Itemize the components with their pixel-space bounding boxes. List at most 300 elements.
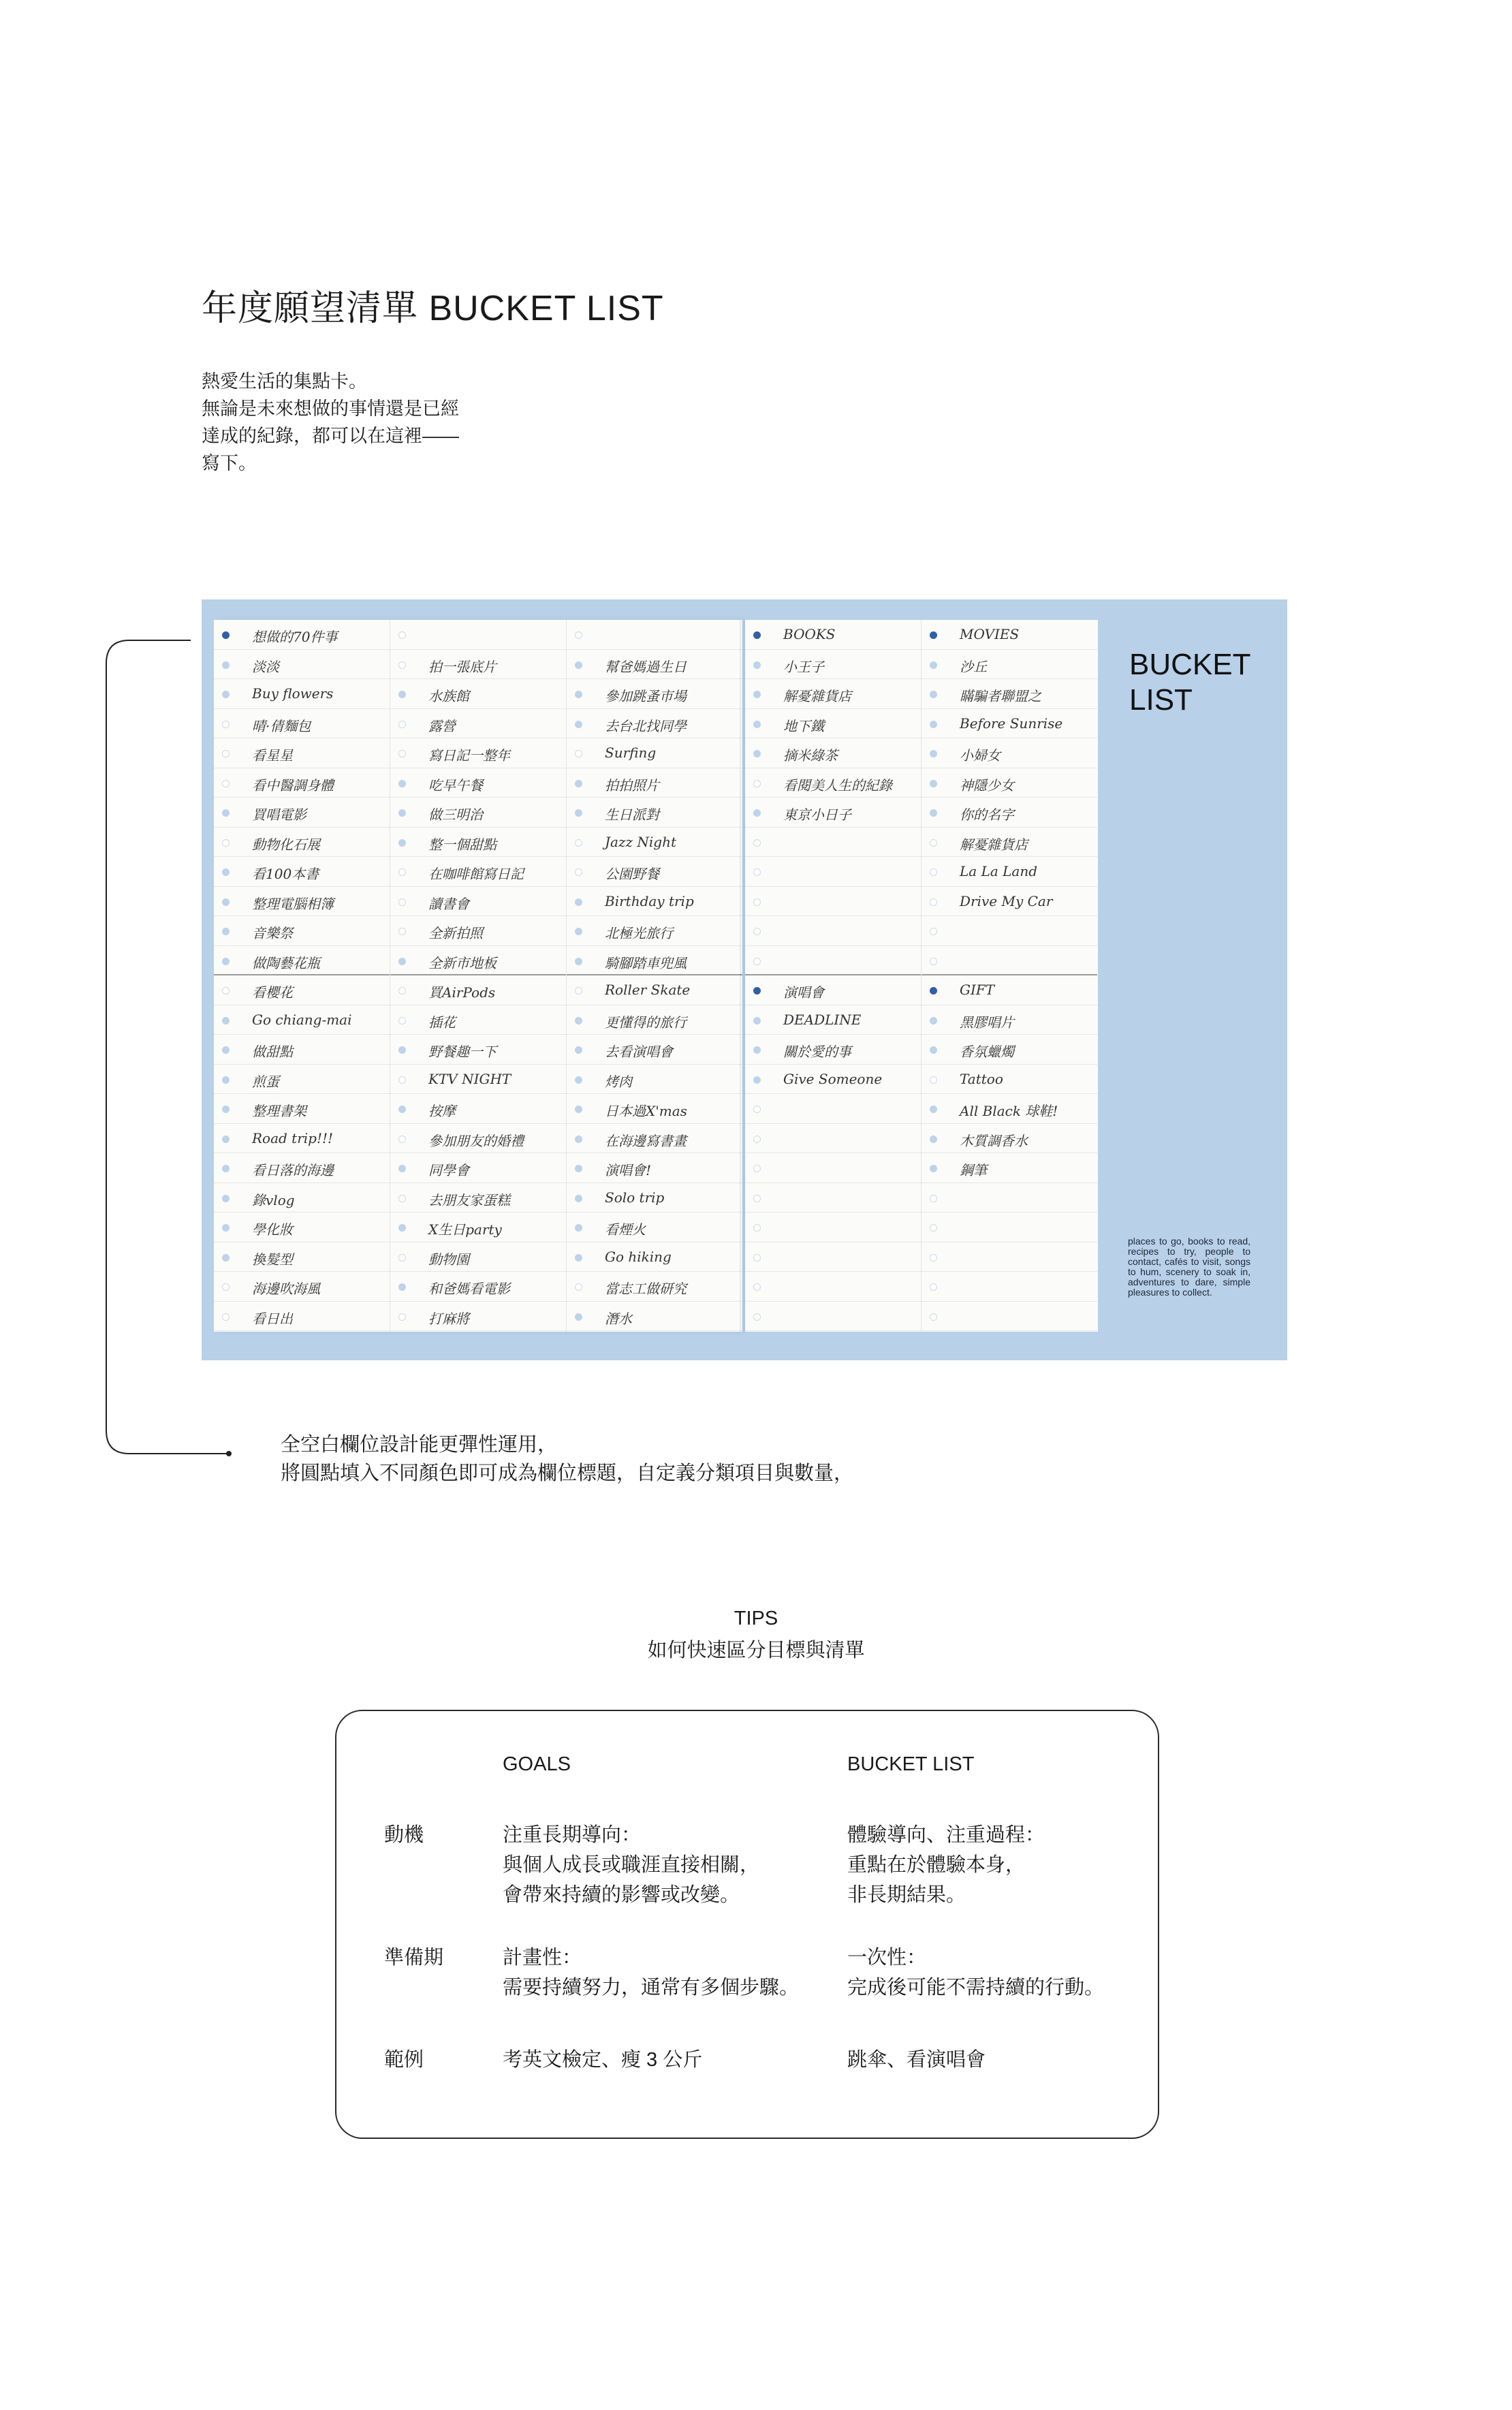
bullet-dot-icon: [753, 987, 761, 995]
bullet-dot-icon: [575, 691, 582, 698]
bullet-dot-icon: [930, 1076, 937, 1084]
list-entry: MOVIES: [960, 626, 1020, 642]
list-entry: 演唱會: [783, 984, 824, 1001]
list-entry: 香氛蠟燭: [960, 1044, 1014, 1060]
bullet-dot-icon: [398, 750, 406, 757]
list-row: [214, 828, 390, 858]
list-row: [567, 1153, 742, 1183]
bullet-dot-icon: [930, 987, 937, 995]
bullet-dot-icon: [575, 958, 582, 965]
list-entry: 當志工做研究: [605, 1281, 687, 1297]
bullet-dot-icon: [930, 868, 937, 876]
list-entry: 去看演唱會: [605, 1044, 673, 1060]
bullet-dot-icon: [575, 1046, 582, 1054]
callout-text: [281, 1430, 853, 1488]
bullet-dot-icon: [930, 958, 937, 965]
list-row: [214, 916, 390, 946]
list-entry: 小婦女: [960, 747, 1001, 764]
list-entry: 學化妝: [252, 1221, 293, 1238]
list-row: [390, 679, 566, 709]
bullet-dot-icon: [575, 1283, 582, 1291]
list-row: [745, 946, 921, 976]
bullet-dot-icon: [930, 750, 937, 757]
list-entry: 動物園: [428, 1251, 469, 1268]
bucket-preparation: [847, 1943, 1104, 2003]
callout-bracket: [102, 639, 232, 1456]
list-column: [567, 620, 742, 1332]
list-row: [390, 798, 566, 828]
list-row: [214, 679, 390, 709]
list-entry: 做陶藝花瓶: [252, 954, 320, 971]
list-row: [922, 916, 1097, 946]
list-row: [390, 768, 566, 798]
list-entry: 淡淡: [252, 658, 279, 675]
list-entry: 關於愛的事: [783, 1044, 851, 1060]
bullet-dot-icon: [930, 1283, 937, 1291]
list-entry: 錄vlog: [252, 1191, 295, 1208]
bullet-dot-icon: [753, 691, 761, 698]
list-entry: 整理電腦相簿: [252, 895, 334, 912]
list-entry: 插花: [428, 1014, 456, 1031]
bullet-dot-icon: [398, 809, 406, 817]
bullet-dot-icon: [575, 750, 582, 757]
list-row: [214, 946, 390, 976]
list-row: [745, 1272, 921, 1302]
list-row: [214, 857, 390, 887]
list-row: [745, 709, 921, 739]
list-row: [922, 1183, 1097, 1213]
list-row: [214, 620, 390, 650]
list-row: [567, 1065, 742, 1095]
list-row: [567, 887, 742, 917]
bullet-dot-icon: [930, 898, 937, 906]
list-entry: 北極光旅行: [605, 925, 673, 941]
list-row: [922, 887, 1097, 917]
list-row: [390, 946, 566, 976]
list-entry: La La Land: [960, 863, 1038, 879]
list-entry: 音樂祭: [252, 925, 293, 941]
list-row: [567, 679, 742, 709]
bullet-dot-icon: [930, 1313, 937, 1321]
list-row: [390, 738, 566, 768]
list-entry: 演唱會!: [605, 1162, 652, 1178]
list-column: [214, 620, 390, 1332]
bullet-dot-icon: [753, 1136, 761, 1143]
list-row: [214, 709, 390, 739]
bullet-dot-icon: [930, 1136, 937, 1143]
goals-column-header: GOALS: [503, 1753, 571, 1775]
list-entry: 讀書會: [428, 895, 469, 912]
spread-note: places to go, books to read, recipes to try, people to contact, cafés to visit, songs to hum, scenery to soak in, adventures to dare, simple pleasures to collect.: [1128, 1236, 1250, 1298]
list-row: [745, 975, 921, 1005]
list-row: [214, 1302, 390, 1332]
list-row: [922, 709, 1097, 739]
list-row: [745, 768, 921, 798]
bullet-dot-icon: [575, 839, 582, 847]
bullet-dot-icon: [575, 1313, 582, 1321]
list-row: [567, 1302, 742, 1332]
list-row: [390, 620, 566, 650]
list-entry: 拍拍照片: [605, 777, 659, 794]
tips-title: TIPS: [734, 1608, 778, 1629]
goals-preparation: [503, 1943, 799, 2003]
bucket-list-spread-image: [202, 599, 1287, 1360]
list-row: [745, 1005, 921, 1035]
bullet-dot-icon: [575, 1076, 582, 1084]
cell-line: 重點在於體驗本身，: [847, 1854, 1026, 1876]
spread-heading-line: BUCKET: [1129, 648, 1251, 681]
list-column: [390, 620, 567, 1332]
list-row: [214, 1212, 390, 1242]
list-entry: 動物化石展: [252, 836, 320, 853]
list-entry: 看櫻花: [252, 984, 293, 1001]
bullet-dot-icon: [575, 1195, 582, 1202]
list-row: [922, 1005, 1097, 1035]
list-row: [214, 1035, 390, 1065]
list-row: [567, 1124, 742, 1154]
bullet-dot-icon: [398, 1313, 406, 1321]
bullet-dot-icon: [398, 1254, 406, 1262]
bullet-dot-icon: [930, 691, 937, 698]
list-entry: 在咖啡館寫日記: [428, 866, 524, 882]
list-entry: 晴·倩麵包: [252, 717, 311, 734]
list-row: [745, 679, 921, 709]
bullet-dot-icon: [398, 958, 406, 965]
bullet-dot-icon: [930, 1224, 937, 1232]
row-label-motivation: 動機: [384, 1824, 424, 1846]
list-entry: 買AirPods: [428, 984, 496, 1001]
bullet-dot-icon: [398, 1195, 406, 1202]
bullet-dot-icon: [575, 631, 582, 639]
list-entry: 打麻將: [428, 1310, 469, 1327]
list-row: [390, 1153, 566, 1183]
list-row: [390, 916, 566, 946]
cell-line: 非長期結果。: [847, 1884, 966, 1906]
list-entry: Roller Skate: [605, 982, 691, 998]
cell-line: 完成後可能不需持續的行動。: [847, 1977, 1105, 1999]
list-row: [390, 887, 566, 917]
bullet-dot-icon: [753, 750, 761, 757]
list-row: [745, 1212, 921, 1242]
list-row: [922, 1153, 1097, 1183]
spread-heading-line: LIST: [1129, 683, 1193, 717]
list-entry: 吃早午餐: [428, 777, 483, 794]
bullet-dot-icon: [753, 1106, 761, 1113]
bullet-dot-icon: [753, 868, 761, 876]
bullet-dot-icon: [575, 1254, 582, 1262]
list-entry: Surfing: [605, 745, 657, 761]
cell-line: 會帶來持續的影響或改變。: [503, 1884, 740, 1906]
bullet-dot-icon: [398, 1283, 406, 1291]
list-column: [745, 620, 922, 1332]
bullet-dot-icon: [753, 1313, 761, 1321]
row-label-example: 範例: [384, 2049, 424, 2071]
bullet-dot-icon: [930, 1195, 937, 1202]
list-row: [567, 650, 742, 680]
bullet-dot-icon: [930, 928, 937, 935]
list-row: [214, 1094, 390, 1124]
list-entry: DEADLINE: [783, 1011, 862, 1028]
bullet-dot-icon: [398, 868, 406, 876]
bullet-dot-icon: [930, 631, 937, 639]
list-row: [745, 1035, 921, 1065]
bullet-dot-icon: [930, 1165, 937, 1172]
list-row: [390, 1272, 566, 1302]
list-entry: Jazz Night: [605, 833, 676, 850]
intro-text: [202, 368, 459, 477]
list-entry: 騎腳踏車兜風: [605, 954, 687, 971]
list-entry: 東京小日子: [783, 807, 851, 823]
bullet-dot-icon: [575, 1136, 582, 1143]
list-row: [214, 975, 390, 1005]
list-entry: 去朋友家蛋糕: [428, 1191, 510, 1208]
bucket-example: 跳傘、看演唱會: [847, 2049, 986, 2071]
list-row: [922, 946, 1097, 976]
list-row: [922, 1065, 1097, 1095]
list-row: [567, 1005, 742, 1035]
bullet-dot-icon: [753, 928, 761, 935]
bullet-dot-icon: [398, 780, 406, 787]
page-title: 年度願望清單 BUCKET LIST: [202, 289, 664, 328]
bullet-dot-icon: [753, 1076, 761, 1084]
list-row: [745, 887, 921, 917]
bullet-dot-icon: [930, 839, 937, 847]
list-entry: 做三明治: [428, 807, 483, 823]
list-row: [922, 857, 1097, 887]
list-row: [745, 1124, 921, 1154]
list-entry: X生日party: [428, 1221, 502, 1238]
list-row: [922, 679, 1097, 709]
list-row: [567, 620, 742, 650]
list-entry: GIFT: [960, 982, 995, 998]
list-entry: 沙丘: [960, 658, 987, 675]
list-entry: 按摩: [428, 1103, 456, 1119]
list-entry: 看閱美人生的紀錄: [783, 777, 892, 794]
list-row: [390, 1094, 566, 1124]
bullet-dot-icon: [753, 1195, 761, 1202]
list-entry: 參加朋友的婚禮: [428, 1132, 524, 1149]
list-row: [390, 857, 566, 887]
list-row: [567, 738, 742, 768]
list-entry: 潛水: [605, 1310, 632, 1327]
bullet-dot-icon: [398, 1017, 406, 1024]
bullet-dot-icon: [753, 721, 761, 728]
left-page: [214, 620, 742, 1332]
list-row: [922, 738, 1097, 768]
list-row: [922, 1035, 1097, 1065]
callout-line: 全空白欄位設計能更彈性運用，: [281, 1434, 558, 1456]
list-entry: 地下鐵: [783, 717, 824, 734]
bullet-dot-icon: [930, 1017, 937, 1024]
list-row: [390, 828, 566, 858]
goals-motivation: [503, 1820, 759, 1910]
list-row: [567, 1242, 742, 1272]
list-entry: 想做的70件事: [252, 629, 338, 645]
cell-line: 與個人成長或職涯直接相關，: [503, 1854, 760, 1876]
list-entry: KTV NIGHT: [428, 1070, 511, 1087]
list-row: [214, 1183, 390, 1213]
bullet-dot-icon: [575, 1165, 582, 1172]
cell-line: 體驗導向、注重過程：: [847, 1824, 1045, 1846]
list-row: [745, 798, 921, 828]
list-row: [567, 1272, 742, 1302]
bullet-dot-icon: [398, 1224, 406, 1232]
list-entry: 看日出: [252, 1310, 293, 1327]
bucket-motivation: [847, 1820, 1045, 1910]
list-entry: 更懂得的旅行: [605, 1014, 687, 1031]
list-entry: 全新市地板: [428, 954, 497, 971]
bullet-dot-icon: [753, 898, 761, 906]
bullet-dot-icon: [575, 780, 582, 787]
list-entry: 日本過X'mas: [605, 1103, 687, 1119]
list-row: [922, 798, 1097, 828]
bullet-dot-icon: [930, 661, 937, 669]
list-entry: 露營: [428, 717, 456, 734]
bullet-dot-icon: [753, 1254, 761, 1262]
list-row: [567, 709, 742, 739]
list-entry: 生日派對: [605, 807, 659, 823]
bullet-dot-icon: [575, 809, 582, 817]
list-entry: Buy flowers: [252, 685, 334, 702]
list-row: [567, 975, 742, 1005]
list-row: [745, 916, 921, 946]
list-entry: 煎蛋: [252, 1073, 279, 1090]
bullet-dot-icon: [753, 809, 761, 817]
bullet-dot-icon: [398, 928, 406, 935]
list-row: [922, 1212, 1097, 1242]
list-entry: 換髮型: [252, 1251, 293, 1268]
list-row: [922, 828, 1097, 858]
list-entry: 參加跳蚤市場: [605, 688, 687, 704]
intro-line: 達成的紀錄，都可以在這裡——: [202, 426, 459, 446]
bullet-dot-icon: [575, 721, 582, 728]
list-row: [922, 620, 1097, 650]
cell-line: 注重長期導向：: [503, 1824, 642, 1846]
list-entry: Go chiang-mai: [252, 1011, 352, 1028]
bullet-dot-icon: [398, 839, 406, 847]
bullet-dot-icon: [930, 809, 937, 817]
list-row: [922, 1094, 1097, 1124]
list-row: [745, 1153, 921, 1183]
list-row: [922, 1272, 1097, 1302]
list-row: [922, 1242, 1097, 1272]
bullet-dot-icon: [930, 1046, 937, 1054]
list-row: [390, 1065, 566, 1095]
bullet-dot-icon: [930, 721, 937, 728]
list-row: [567, 946, 742, 976]
list-entry: 摘米綠茶: [783, 747, 838, 764]
list-row: [745, 738, 921, 768]
bullet-dot-icon: [398, 1076, 406, 1084]
list-row: [567, 1035, 742, 1065]
list-entry: 公園野餐: [605, 866, 659, 882]
list-row: [745, 1242, 921, 1272]
list-entry: 看日落的海邊: [252, 1162, 334, 1178]
list-row: [214, 1153, 390, 1183]
list-entry: Road trip!!!: [252, 1129, 334, 1146]
list-row: [567, 1212, 742, 1242]
list-entry: 去台北找同學: [605, 717, 687, 734]
bullet-dot-icon: [575, 898, 582, 906]
list-entry: 看100本書: [252, 866, 319, 882]
cell-line: 計畫性：: [503, 1947, 582, 1969]
list-entry: 烤肉: [605, 1073, 632, 1090]
list-row: [922, 650, 1097, 680]
bullet-dot-icon: [575, 928, 582, 935]
bullet-dot-icon: [398, 631, 406, 639]
list-row: [390, 1242, 566, 1272]
bullet-dot-icon: [575, 1106, 582, 1113]
list-entry: 解憂雜貨店: [783, 688, 851, 704]
list-row: [745, 1183, 921, 1213]
list-row: [214, 887, 390, 917]
list-entry: 整理書架: [252, 1103, 306, 1119]
list-row: [390, 650, 566, 680]
tips-subtitle: 如何快速區分目標與清單: [647, 1640, 865, 1661]
bullet-dot-icon: [398, 1106, 406, 1113]
list-entry: 拍一張底片: [428, 658, 497, 675]
list-entry: 和爸媽看電影: [428, 1281, 510, 1297]
list-row: [390, 1212, 566, 1242]
list-row: [214, 1005, 390, 1035]
bullet-dot-icon: [575, 1224, 582, 1232]
tips-comparison-table: [335, 1710, 1159, 2139]
list-row: [745, 1094, 921, 1124]
list-entry: 看煙火: [605, 1221, 646, 1238]
list-row: [214, 738, 390, 768]
bullet-dot-icon: [398, 898, 406, 906]
list-entry: 買唱電影: [252, 807, 306, 823]
list-row: [745, 857, 921, 887]
list-entry: 全新拍照: [428, 925, 483, 941]
cell-line: 需要持續努力，通常有多個步驟。: [503, 1977, 800, 1999]
bullet-dot-icon: [753, 780, 761, 787]
list-row: [390, 975, 566, 1005]
list-entry: Drive My Car: [960, 892, 1053, 909]
list-row: [922, 1302, 1097, 1332]
goals-example: 考英文檢定、瘦 3 公斤: [503, 2049, 703, 2071]
list-entry: 神隱少女: [960, 777, 1014, 794]
list-row: [390, 709, 566, 739]
list-row: [214, 650, 390, 680]
list-row: [745, 650, 921, 680]
list-entry: 黑膠唱片: [960, 1014, 1014, 1031]
bullet-dot-icon: [575, 987, 582, 995]
bullet-dot-icon: [753, 1046, 761, 1054]
bullet-dot-icon: [930, 780, 937, 787]
list-entry: 鋼筆: [960, 1162, 987, 1178]
bullet-dot-icon: [753, 1224, 761, 1232]
bullet-dot-icon: [222, 631, 230, 639]
list-row: [745, 1065, 921, 1095]
list-entry: 水族館: [428, 688, 469, 704]
list-row: [214, 1124, 390, 1154]
spread-heading: [1129, 647, 1250, 718]
list-entry: 看星星: [252, 747, 293, 764]
list-row: [922, 768, 1097, 798]
list-row: [567, 857, 742, 887]
list-entry: 幫爸媽過生日: [605, 658, 687, 675]
list-entry: 同學會: [428, 1162, 469, 1178]
bullet-dot-icon: [398, 1165, 406, 1172]
list-entry: BOOKS: [783, 626, 836, 642]
list-column: [922, 620, 1097, 1332]
list-row: [745, 620, 921, 650]
bullet-dot-icon: [398, 661, 406, 669]
bullet-dot-icon: [753, 1283, 761, 1291]
list-row: [567, 768, 742, 798]
list-entry: 解憂雜貨店: [960, 836, 1028, 853]
